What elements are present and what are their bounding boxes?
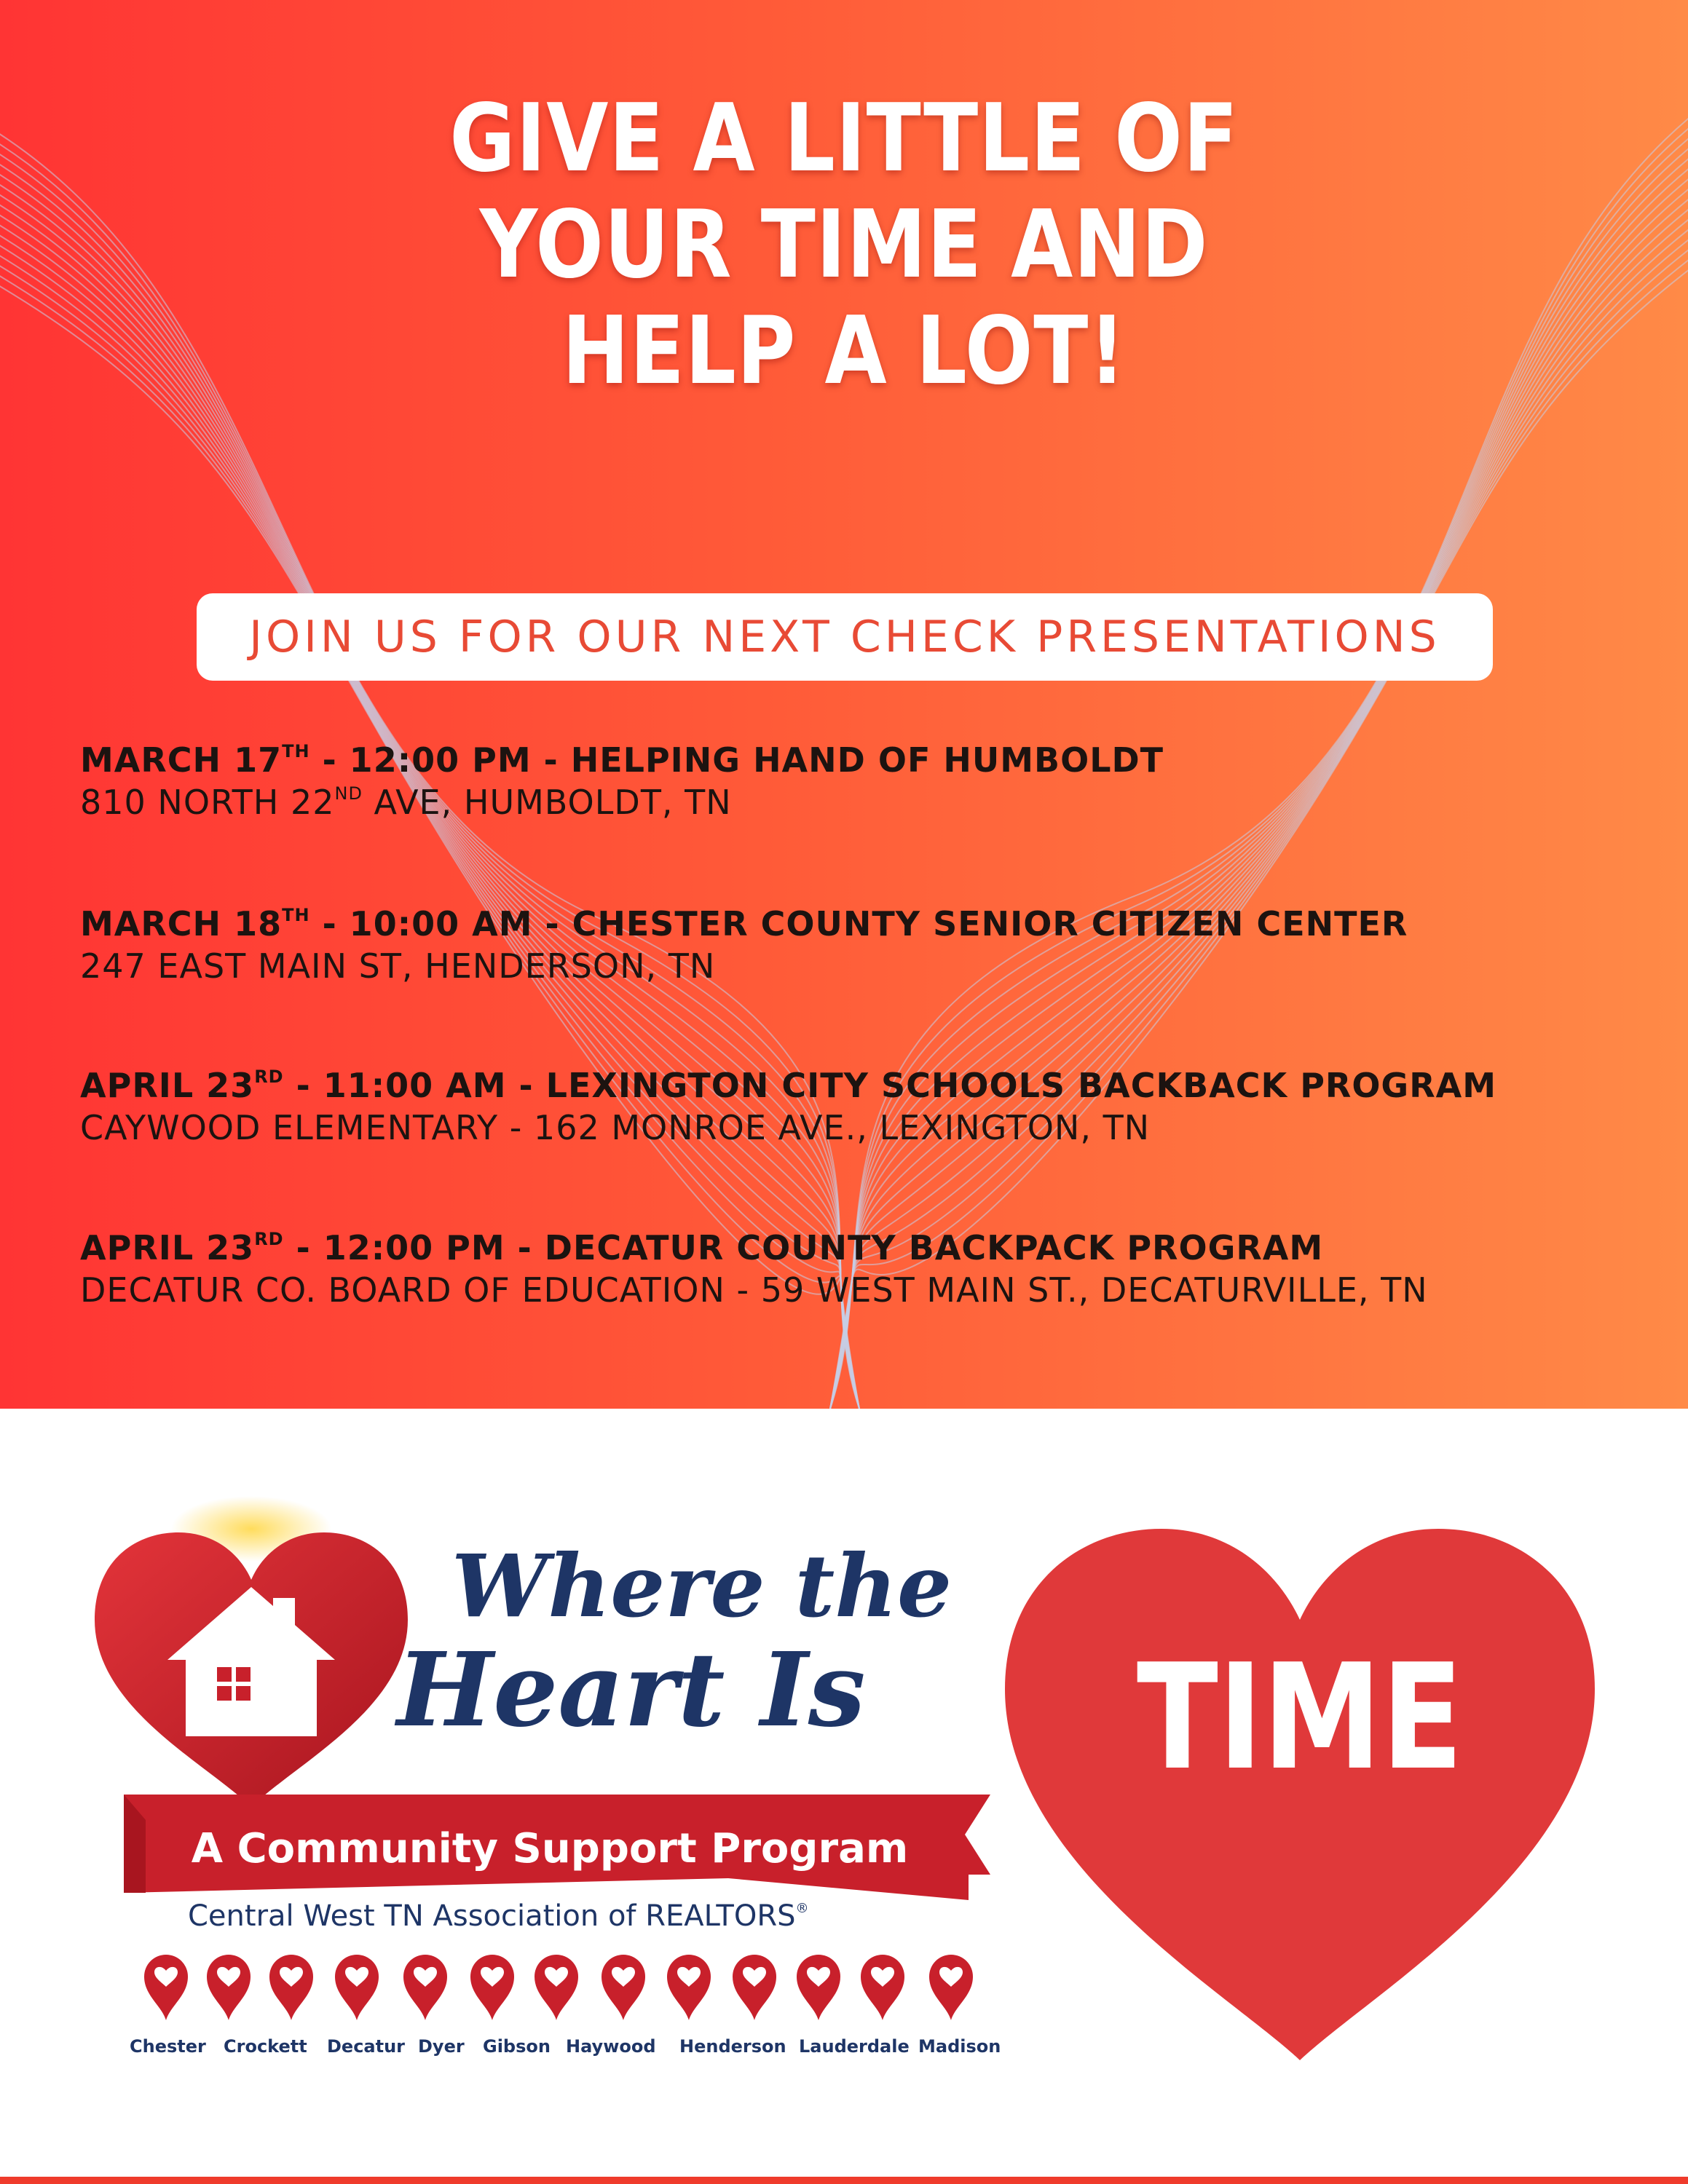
event-4-date: APRIL 23	[80, 1228, 255, 1267]
logo-title-line-1: Where the	[451, 1535, 953, 1637]
event-1-address-sup: ND	[334, 783, 363, 804]
event-4-details: - 12:00 PM - DECATUR COUNTY BACKPACK PROGRAM	[283, 1228, 1324, 1267]
registered-mark: ®	[795, 1901, 809, 1916]
map-pin-heart-icon	[535, 1955, 578, 2020]
event-1-address	[80, 781, 1164, 823]
map-pin-heart-icon	[335, 1955, 379, 2020]
headline-line-2: YOUR TIME AND	[479, 191, 1209, 299]
county-label-henderson: Henderson	[679, 2036, 786, 2057]
map-pin-heart-icon	[797, 1955, 840, 2020]
county-label-dyer: Dyer	[418, 2036, 465, 2057]
event-2-title	[80, 903, 1408, 945]
event-4	[80, 1227, 1428, 1311]
ribbon-text: A Community Support Program	[191, 1825, 909, 1872]
county-label-decatur: Decatur	[327, 2036, 406, 2057]
time-heart-label: TIME	[1136, 1633, 1464, 1803]
map-pin-heart-icon	[269, 1955, 313, 2020]
join-us-banner-text: JOIN US FOR OUR NEXT CHECK PRESENTATIONS	[249, 612, 1440, 662]
county-label-madison: Madison	[918, 2036, 1001, 2057]
county-label-crockett: Crockett	[224, 2036, 307, 2057]
event-2-address: 247 EAST MAIN ST, HENDERSON, TN	[80, 946, 716, 986]
association-name-text: Central West TN Association of REALTORS	[188, 1899, 796, 1933]
event-4-date-suffix: RD	[254, 1229, 284, 1249]
county-label-gibson: Gibson	[483, 2036, 551, 2057]
map-pin-heart-icon	[733, 1955, 776, 2020]
event-3-details: - 11:00 AM - LEXINGTON CITY SCHOOLS BACKBACK PROGRAM	[283, 1066, 1496, 1105]
map-pin-heart-icon	[144, 1955, 188, 2020]
event-3-date: APRIL 23	[80, 1066, 255, 1105]
county-label-lauderdale: Lauderdale	[799, 2036, 910, 2057]
event-4-address: DECATUR CO. BOARD OF EDUCATION - 59 WEST MAIN ST., DECATURVILLE, TN	[80, 1270, 1428, 1310]
map-pin-heart-icon	[470, 1955, 514, 2020]
event-4-title	[80, 1227, 1428, 1269]
event-3-date-suffix: RD	[254, 1067, 284, 1087]
county-label-chester: Chester	[130, 2036, 206, 2057]
association-name	[188, 1899, 809, 1933]
event-1	[80, 739, 1164, 823]
map-pin-heart-icon	[602, 1955, 645, 2020]
event-2-date-suffix: TH	[282, 905, 310, 925]
event-1-address-part: 810 NORTH 22	[80, 783, 335, 822]
county-pins	[144, 1955, 973, 2020]
event-3-title	[80, 1064, 1496, 1107]
headline-line-1: GIVE A LITTLE OF	[449, 84, 1239, 193]
event-2-details: - 10:00 AM - CHESTER COUNTY SENIOR CITIZEN CENTER	[309, 904, 1408, 943]
county-label-haywood: Haywood	[566, 2036, 656, 2057]
headline-line-3: HELP A LOT!	[561, 297, 1127, 405]
event-3-address: CAYWOOD ELEMENTARY - 162 MONROE AVE., LEXINGTON, TN	[80, 1108, 1151, 1147]
map-pin-heart-icon	[207, 1955, 251, 2020]
map-pin-heart-icon	[403, 1955, 447, 2020]
event-2	[80, 903, 1408, 987]
event-3	[80, 1064, 1496, 1149]
event-2-date: MARCH 18	[80, 904, 283, 943]
event-1-details: - 12:00 PM - HELPING HAND OF HUMBOLDT	[309, 740, 1164, 780]
bottom-accent-bar	[0, 2177, 1688, 2184]
event-1-address-rest: AVE, HUMBOLDT, TN	[362, 783, 732, 822]
event-1-date: MARCH 17	[80, 740, 283, 780]
event-1-date-suffix: TH	[282, 741, 310, 761]
map-pin-heart-icon	[667, 1955, 711, 2020]
map-pin-heart-icon	[861, 1955, 904, 2020]
headline	[118, 86, 1569, 405]
map-pin-heart-icon	[929, 1955, 973, 2020]
event-1-title	[80, 739, 1164, 781]
logo-title-line-2: Heart Is	[397, 1631, 866, 1750]
join-us-banner	[197, 593, 1493, 681]
